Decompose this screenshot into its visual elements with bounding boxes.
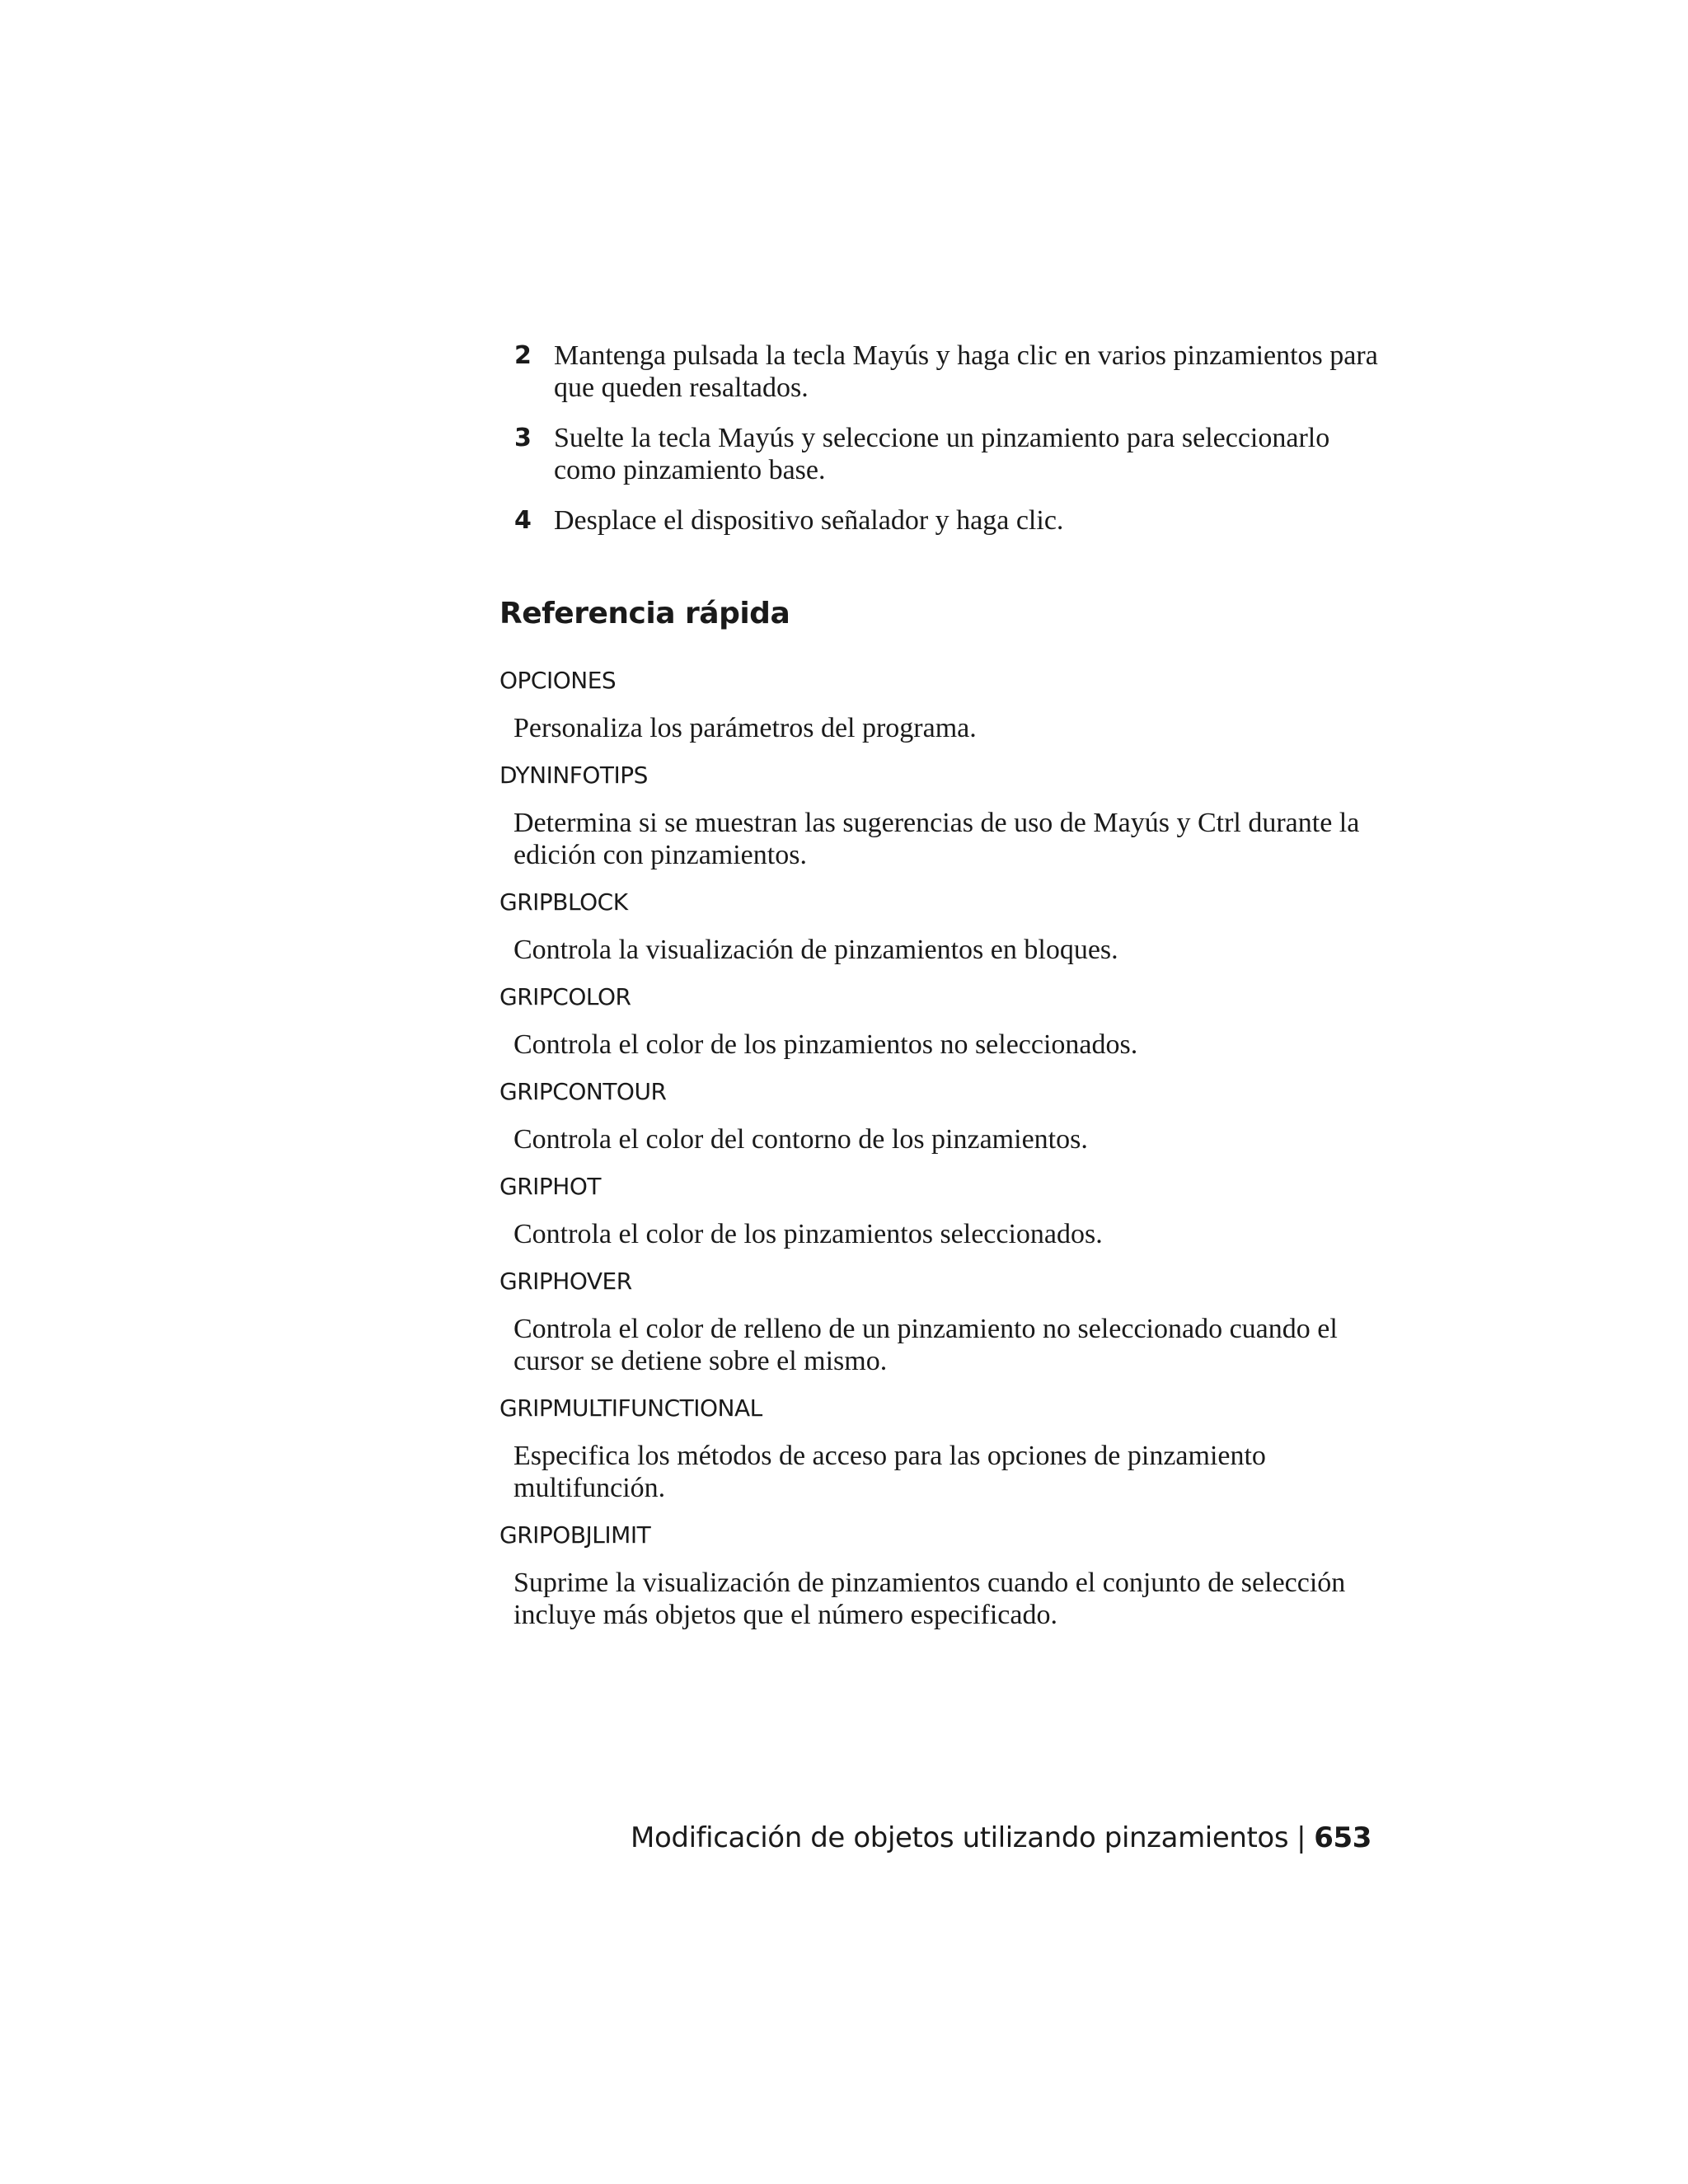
step-item [514,422,1380,486]
step-text: Mantenga pulsada la tecla Mayús y haga clic en varios pinzamientos para que queden resaltados. [554,340,1378,403]
command-description: Personaliza los parámetros del programa. [513,713,977,743]
command-description: Suprime la visualización de pinzamientos cuando el conjunto de selección incluye más objetos que el número especificado. [513,1568,1346,1630]
footer-chapter-title: Modificación de objetos utilizando pinzamientos [631,1821,1289,1854]
command-description: Controla el color del contorno de los pinzamientos. [513,1124,1088,1155]
command-name: GRIPBLOCK [499,888,628,916]
command-description: Controla el color de los pinzamientos seleccionados. [513,1219,1103,1249]
step-list [514,340,1380,555]
command-name: GRIPOBJLIMIT [499,1521,651,1549]
command-description: Especifica los métodos de acceso para las opciones de pinzamiento multifunción. [513,1441,1266,1503]
step-number: 4 [514,506,532,535]
command-name: GRIPHOT [499,1173,601,1200]
step-number: 3 [514,424,532,452]
step-text: Suelte la tecla Mayús y seleccione un pinzamiento para seleccionarlo como pinzamiento base. [554,423,1330,485]
section-title: Referencia rápida [499,597,790,630]
step-item [514,504,1380,537]
command-name: GRIPCOLOR [499,983,631,1010]
command-description: Determina si se muestran las sugerencias de uso de Mayús y Ctrl durante la edición con pinzamientos. [513,808,1360,870]
command-description: Controla el color de los pinzamientos no seleccionados. [513,1029,1138,1060]
command-name: GRIPHOVER [499,1268,632,1295]
command-name: OPCIONES [499,667,617,694]
step-text: Desplace el dispositivo señalador y haga clic. [554,505,1064,536]
command-description: Controla el color de relleno de un pinzamiento no seleccionado cuando el cursor se detiene sobre el mismo. [513,1314,1338,1376]
command-name: GRIPMULTIFUNCTIONAL [499,1394,762,1422]
quick-reference-list [499,666,1381,1647]
step-item [514,340,1380,404]
command-name: DYNINFOTIPS [499,762,648,789]
footer-separator: | [1296,1821,1306,1854]
command-name: GRIPCONTOUR [499,1078,667,1105]
page-number: 653 [1314,1821,1372,1854]
command-description: Controla la visualización de pinzamientos en bloques. [513,935,1118,965]
step-number: 2 [514,341,532,370]
page-footer [631,1818,1372,1858]
